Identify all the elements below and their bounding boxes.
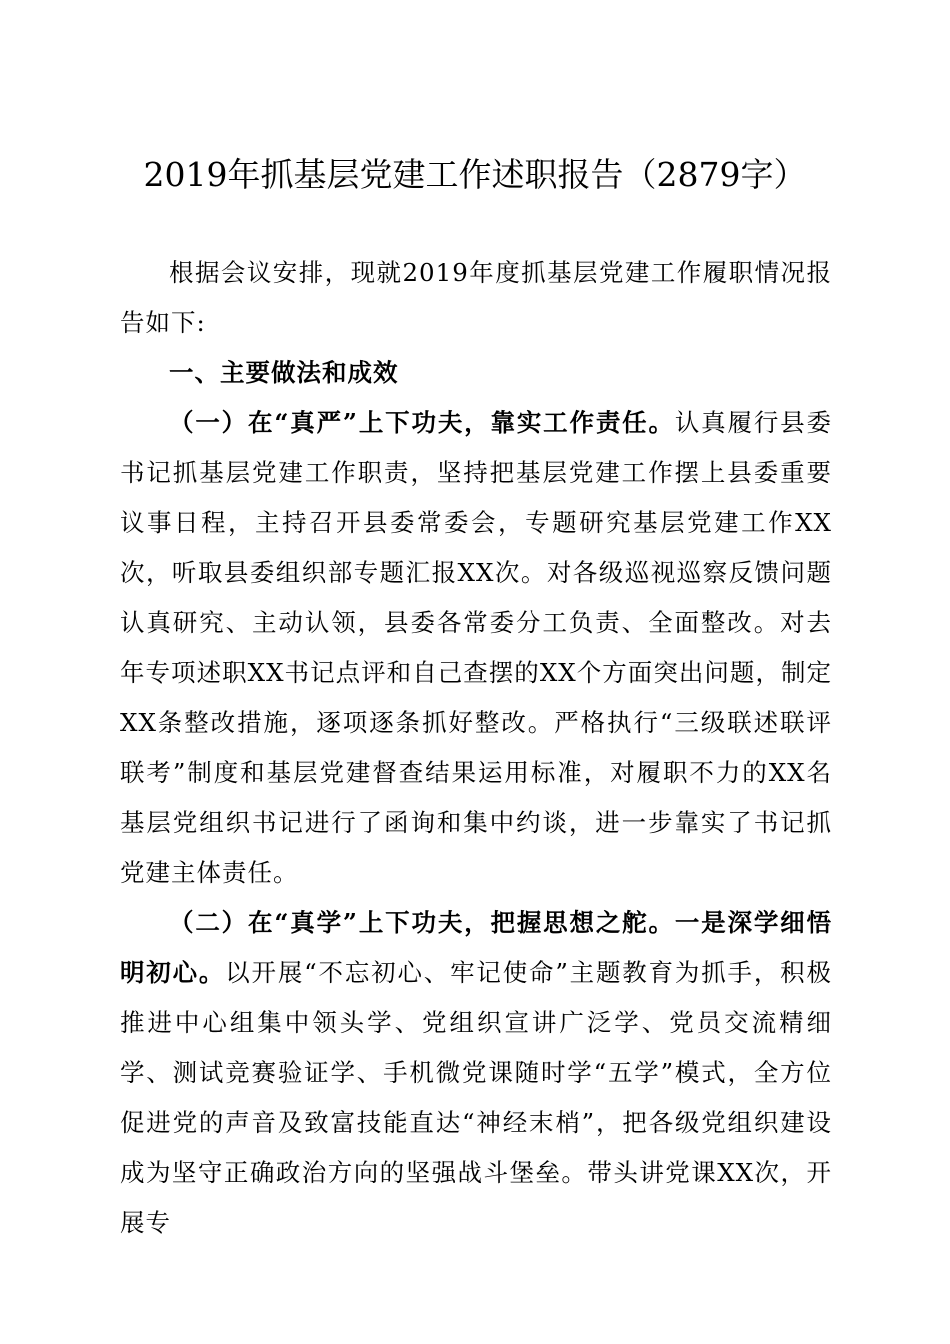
- section-heading-1: 一、主要做法和成效: [169, 358, 399, 387]
- intro-paragraph: 根据会议安排，现就2019年度抓基层党建工作履职情况报告如下:: [120, 258, 832, 337]
- paragraph-1-text: 认真履行县委书记抓基层党建工作职责，坚持把基层党建工作摆上县委重要议事日程，主持召开县委常委会，专题研究基层党建工作XX次，听取县委组织部专题汇报XX次。对各级巡视巡察反馈问题认真研究、主动认领，县委各常委分工负责、全面整改。对去年专项述职XX书记点评和自己查摆的XX个方面突出问题，制定XX条整改措施，逐项逐条抓好整改。严格执行“三级联述联评联考”制度和基层党建督查结果运用标准，对履职不力的XX名基层党组织书记进行了函询和集中约谈，进一步靠实了书记抓党建主体责任。: [120, 408, 833, 887]
- paragraph-2-lead: （二）在“真学”上下功夫，把握思想之舵。一是深学细悟明初心。: [120, 908, 832, 987]
- paragraph-2: [120, 898, 832, 1248]
- paragraph-1: [120, 398, 832, 898]
- document-body: [120, 248, 832, 1248]
- paragraph-1-lead: （一）在“真严”上下功夫，靠实工作责任。: [169, 408, 675, 437]
- document-title: 2019年抓基层党建工作述职报告（2879字）: [143, 155, 807, 194]
- paragraph-2-text: 以开展“不忘初心、牢记使命”主题教育为抓手，积极推进中心组集中领头学、党组织宣讲广泛学、党员交流精细学、测试竞赛验证学、手机微党课随时学“五学”模式，全方位促进党的声音及致富技能直达“神经末梢”，把各级党组织建设成为坚守正确政治方向的坚强战斗堡垒。带头讲党课XX次，开展专: [120, 958, 832, 1237]
